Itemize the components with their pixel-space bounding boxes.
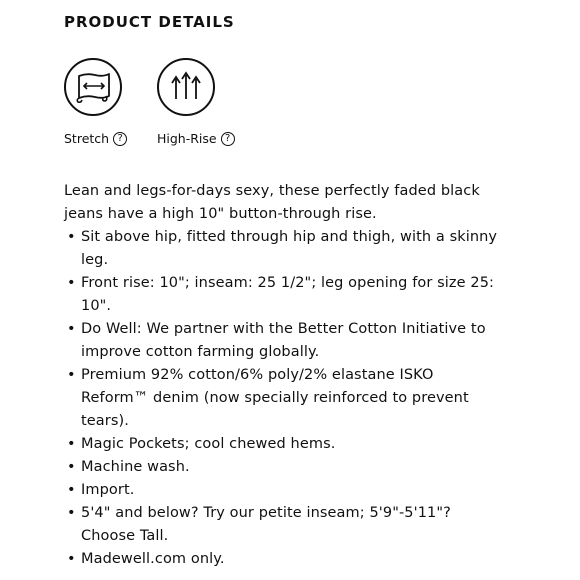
list-item xyxy=(64,318,504,364)
list-item xyxy=(64,433,504,456)
product-details-list xyxy=(64,226,504,571)
feature-stretch-label-row xyxy=(64,131,127,147)
bullet-marker: • xyxy=(67,482,76,498)
list-item-text: Front rise: 10"; inseam: 25 1/2"; leg opening for size 25: 10". xyxy=(81,275,495,314)
list-item-text: 5'4" and below? Try our petite inseam; 5'9"-5'11"? Choose Tall. xyxy=(81,505,451,544)
bullet-marker: • xyxy=(67,275,76,291)
bullet-marker: • xyxy=(67,321,76,337)
list-item xyxy=(64,502,504,548)
list-item-text: Import. xyxy=(81,482,135,498)
high-rise-arrows-icon xyxy=(157,58,215,116)
list-item-text: Do Well: We partner with the Better Cotton Initiative to improve cotton farming globally. xyxy=(81,321,486,360)
list-item-text: Magic Pockets; cool chewed hems. xyxy=(81,436,336,452)
list-item xyxy=(64,456,504,479)
feature-stretch xyxy=(64,58,123,146)
feature-stretch-label: Stretch xyxy=(64,131,110,146)
stretch-help-icon[interactable]: ? xyxy=(113,132,127,146)
list-item-text: Premium 92% cotton/6% poly/2% elastane ISKO Reform™ denim (now specially reinforced to prevent tears). xyxy=(81,367,469,429)
feature-high-rise-label-row xyxy=(157,131,235,147)
list-item xyxy=(64,479,504,502)
feature-high-rise xyxy=(157,58,231,146)
product-description: Lean and legs-for-days sexy, these perfectly faded black jeans have a high 10" button-through rise. xyxy=(64,183,480,222)
list-item xyxy=(64,272,504,318)
list-item-text: Sit above hip, fitted through hip and thigh, with a skinny leg. xyxy=(81,229,498,268)
bullet-marker: • xyxy=(67,459,76,475)
high-rise-help-icon[interactable]: ? xyxy=(221,132,235,146)
list-item xyxy=(64,226,504,272)
list-item xyxy=(64,364,504,433)
bullet-marker: • xyxy=(67,367,76,383)
stretch-fabric-icon xyxy=(64,58,122,116)
bullet-marker: • xyxy=(67,505,76,521)
feature-high-rise-label: High-Rise xyxy=(157,131,217,146)
list-item-text: Madewell.com only. xyxy=(81,551,225,567)
bullet-marker: • xyxy=(67,551,76,567)
list-item-text: Machine wash. xyxy=(81,459,190,475)
bullet-marker: • xyxy=(67,229,76,245)
section-title: PRODUCT DETAILS xyxy=(64,13,235,31)
bullet-marker: • xyxy=(67,436,76,452)
list-item xyxy=(64,548,504,571)
